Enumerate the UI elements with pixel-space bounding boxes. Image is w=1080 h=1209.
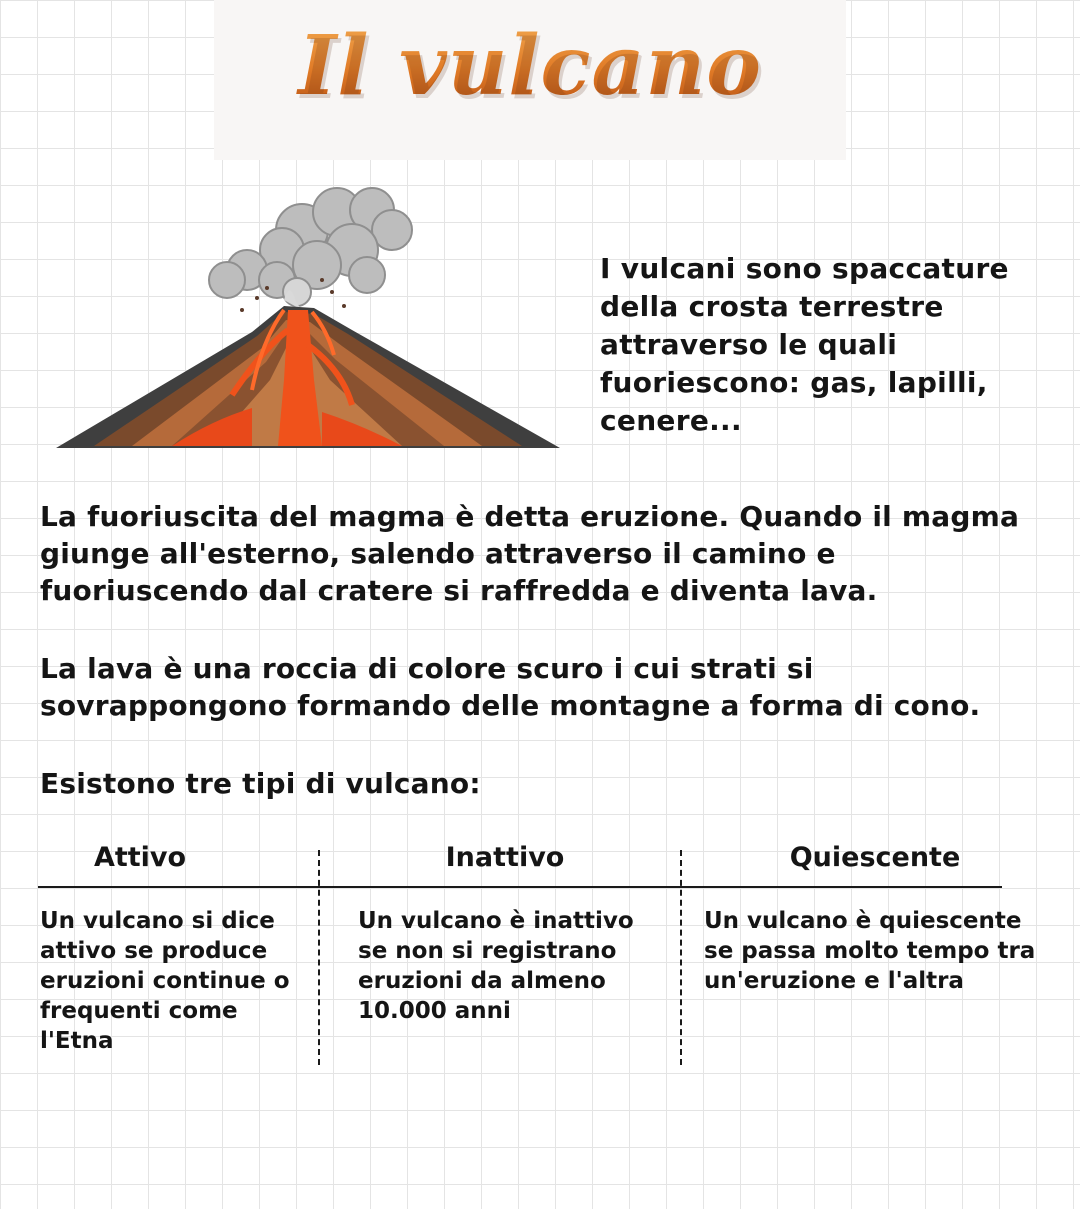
text-quiescente: Un vulcano è quiescente se passa molto tempo tra un'eruzione e l'altra [704, 908, 1036, 994]
heading-quiescente: Quiescente [789, 842, 961, 873]
page-title: Il vulcano [214, 18, 846, 114]
paragraph-tipi: Esistono tre tipi di vulcano: [40, 767, 481, 800]
column-divider [680, 850, 682, 1065]
table-header-divider [38, 886, 1002, 888]
text-attivo: Un vulcano si dice attivo se produce eruzioni continue o frequenti come l'Etna [40, 908, 290, 1054]
intro-text: I vulcani sono spaccature della crosta terrestre attraverso le quali fuoriescono: gas, lapilli, cenere... [600, 252, 1009, 437]
title-card [214, 0, 846, 160]
column-divider [318, 850, 320, 1065]
text-inattivo: Un vulcano è inattivo se non si registrano eruzioni da almeno 10.000 anni [358, 908, 634, 1024]
paragraph-lava: La lava è una roccia di colore scuro i cui strati si sovrappongono formando delle montagne a forma di cono. [40, 652, 981, 722]
paragraph-eruzione: La fuoriuscita del magma è detta eruzione. Quando il magma giunge all'esterno, salendo attraverso il camino e fuoriuscendo dal cratere si raffredda e diventa lava. [40, 500, 1020, 607]
volcano-illustration [52, 180, 564, 452]
heading-attivo: Attivo [93, 842, 187, 873]
smoke-cloud [209, 188, 412, 306]
heading-inattivo: Inattivo [445, 842, 565, 873]
